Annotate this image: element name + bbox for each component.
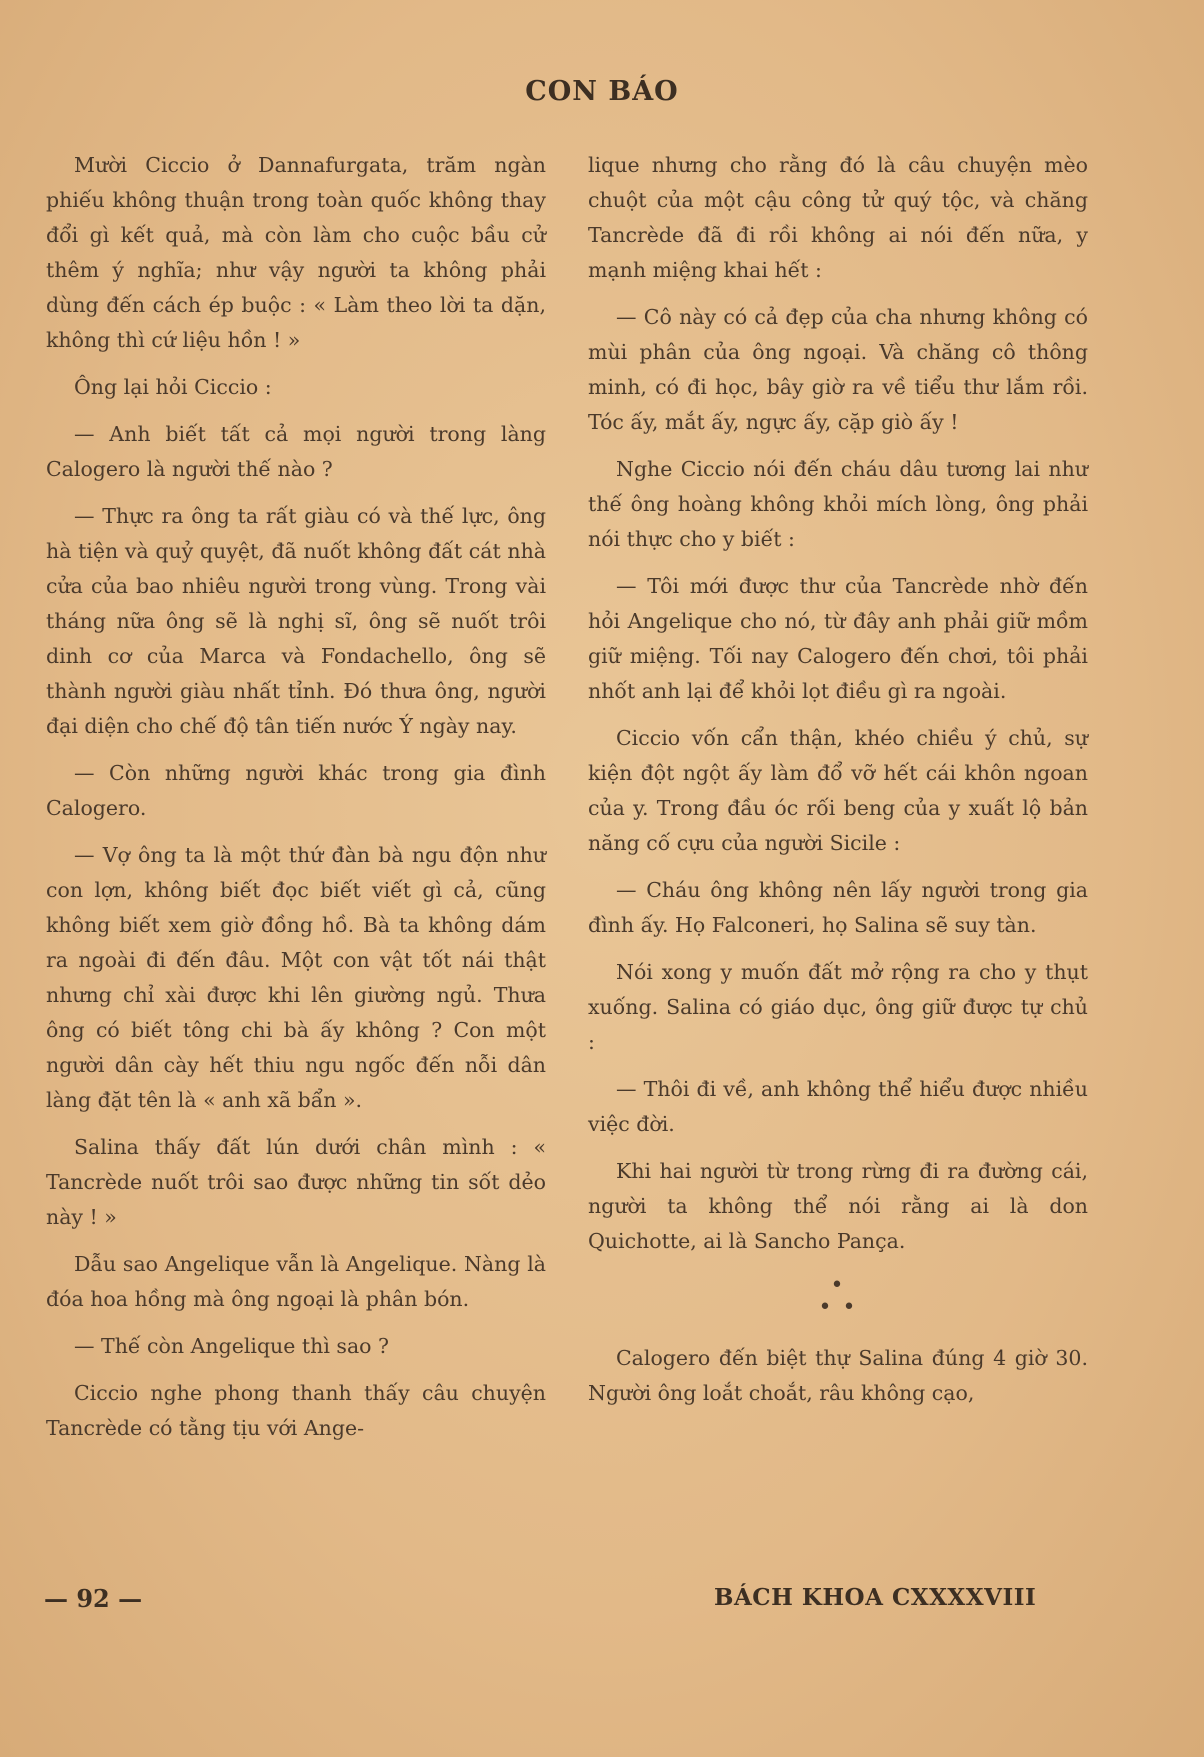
magazine-issue: BÁCH KHOA CXXXXVIII [714, 1584, 1037, 1611]
paragraph: Mười Ciccio ở Dannafurgata, trăm ngàn phiếu không thuận trong toàn quốc không thay đổi gì kết quả, mà còn làm cho cuộc bầu cử thêm ý nghĩa; như vậy người ta không phải dùng đến cách ép buộc : « Làm theo lời ta dặn, không thì cứ liệu hồn ! » [46, 153, 546, 352]
paragraph: — Anh biết tất cả mọi người trong làng Calogero là người thế nào ? [46, 422, 546, 481]
paragraph: Salina thấy đất lún dưới chân mình : « Tancrède nuốt trôi sao được những tin sốt dẻo này ! » [46, 1135, 546, 1229]
paragraph: Dẫu sao Angelique vẫn là Angelique. Nàng là đóa hoa hồng mà ông ngoại là phân bón. [46, 1252, 546, 1311]
continued-paragraph: lique nhưng cho rằng đó là câu chuyện mèo chuột của một cậu công tử quý tộc, và chăng Tancrède đã đi rồi không ai nói đến nữa, y mạnh miệng khai hết : [588, 153, 1088, 282]
paragraph: Nghe Ciccio nói đến cháu dâu tương lai như thế ông hoàng không khỏi mích lòng, ông phải nói thực cho y biết : [588, 457, 1088, 551]
paragraph: Nói xong y muốn đất mở rộng ra cho y thụt xuống. Salina có giáo dục, ông giữ được tự chủ : [588, 960, 1088, 1054]
page-header-title: CON BÁO [525, 76, 679, 107]
page-number: — 92 — [44, 1584, 143, 1613]
paragraph: — Thế còn Angelique thì sao ? [74, 1334, 390, 1358]
paragraph: — Thôi đi về, anh không thể hiểu được nhiều việc đời. [588, 1077, 1088, 1136]
paragraph: Ông lại hỏi Ciccio : [74, 375, 272, 399]
paragraph: Calogero đến biệt thự Salina đúng 4 giờ 30. Người ông loắt choắt, râu không cạo, [588, 1346, 1088, 1405]
right-column [588, 148, 1088, 1423]
paragraph: — Cháu ông không nên lấy người trong gia đình ấy. Họ Falconeri, họ Salina sẽ suy tàn. [588, 878, 1088, 937]
paragraph: — Tôi mới được thư của Tancrède nhờ đến hỏi Angelique cho nó, từ đây anh phải giữ mồm giữ miệng. Tối nay Calogero đến chơi, tôi phải nhốt anh lại để khỏi lọt điều gì ra ngoài. [588, 574, 1088, 703]
paragraph: — Thực ra ông ta rất giàu có và thế lực, ông hà tiện và quỷ quyệt, đã nuốt không đất cát nhà cửa của bao nhiêu người trong vùng. Trong vài tháng nữa ông sẽ là nghị sĩ, ông sẽ nuốt trôi dinh cơ của Marca và Fondachello, ông sẽ thành người giàu nhất tỉnh. Đó thưa ông, người đại diện cho chế độ tân tiến nước Ý ngày nay. [46, 504, 546, 738]
paragraph: — Vợ ông ta là một thứ đàn bà ngu độn như con lợn, không biết đọc biết viết gì cả, cũng không biết xem giờ đồng hồ. Bà ta không dám ra ngoài đi đến đâu. Một con vật tốt nái thật nhưng chỉ xài được khi lên giường ngủ. Thưa ông có biết tông chi bà ấy không ? Con một người dân cày hết thiu ngu ngốc đến nỗi dân làng đặt tên là « anh xã bẩn ». [46, 843, 546, 1112]
paragraph: Khi hai người từ trong rừng đi ra đường cái, người ta không thể nói rằng ai là don Quichotte, ai là Sancho Pança. [588, 1159, 1088, 1253]
left-column [46, 148, 546, 1458]
paragraph: — Còn những người khác trong gia đình Calogero. [46, 761, 546, 820]
section-separator: • • • [818, 1273, 858, 1320]
paragraph: Ciccio vốn cẩn thận, khéo chiều ý chủ, sự kiện đột ngột ấy làm đổ vỡ hết cái khôn ngoan của y. Trong đầu óc rối beng của y xuất lộ bản năng cố cựu của người Sicile : [588, 726, 1088, 855]
paragraph: — Cô này có cả đẹp của cha nhưng không có mùi phân của ông ngoại. Và chăng cô thông minh, có đi học, bây giờ ra về tiểu thư lắm rồi. Tóc ấy, mắt ấy, ngực ấy, cặp giò ấy ! [588, 305, 1088, 434]
paragraph: Ciccio nghe phong thanh thấy câu chuyện Tancrède có tằng tịu với Ange- [46, 1381, 546, 1440]
